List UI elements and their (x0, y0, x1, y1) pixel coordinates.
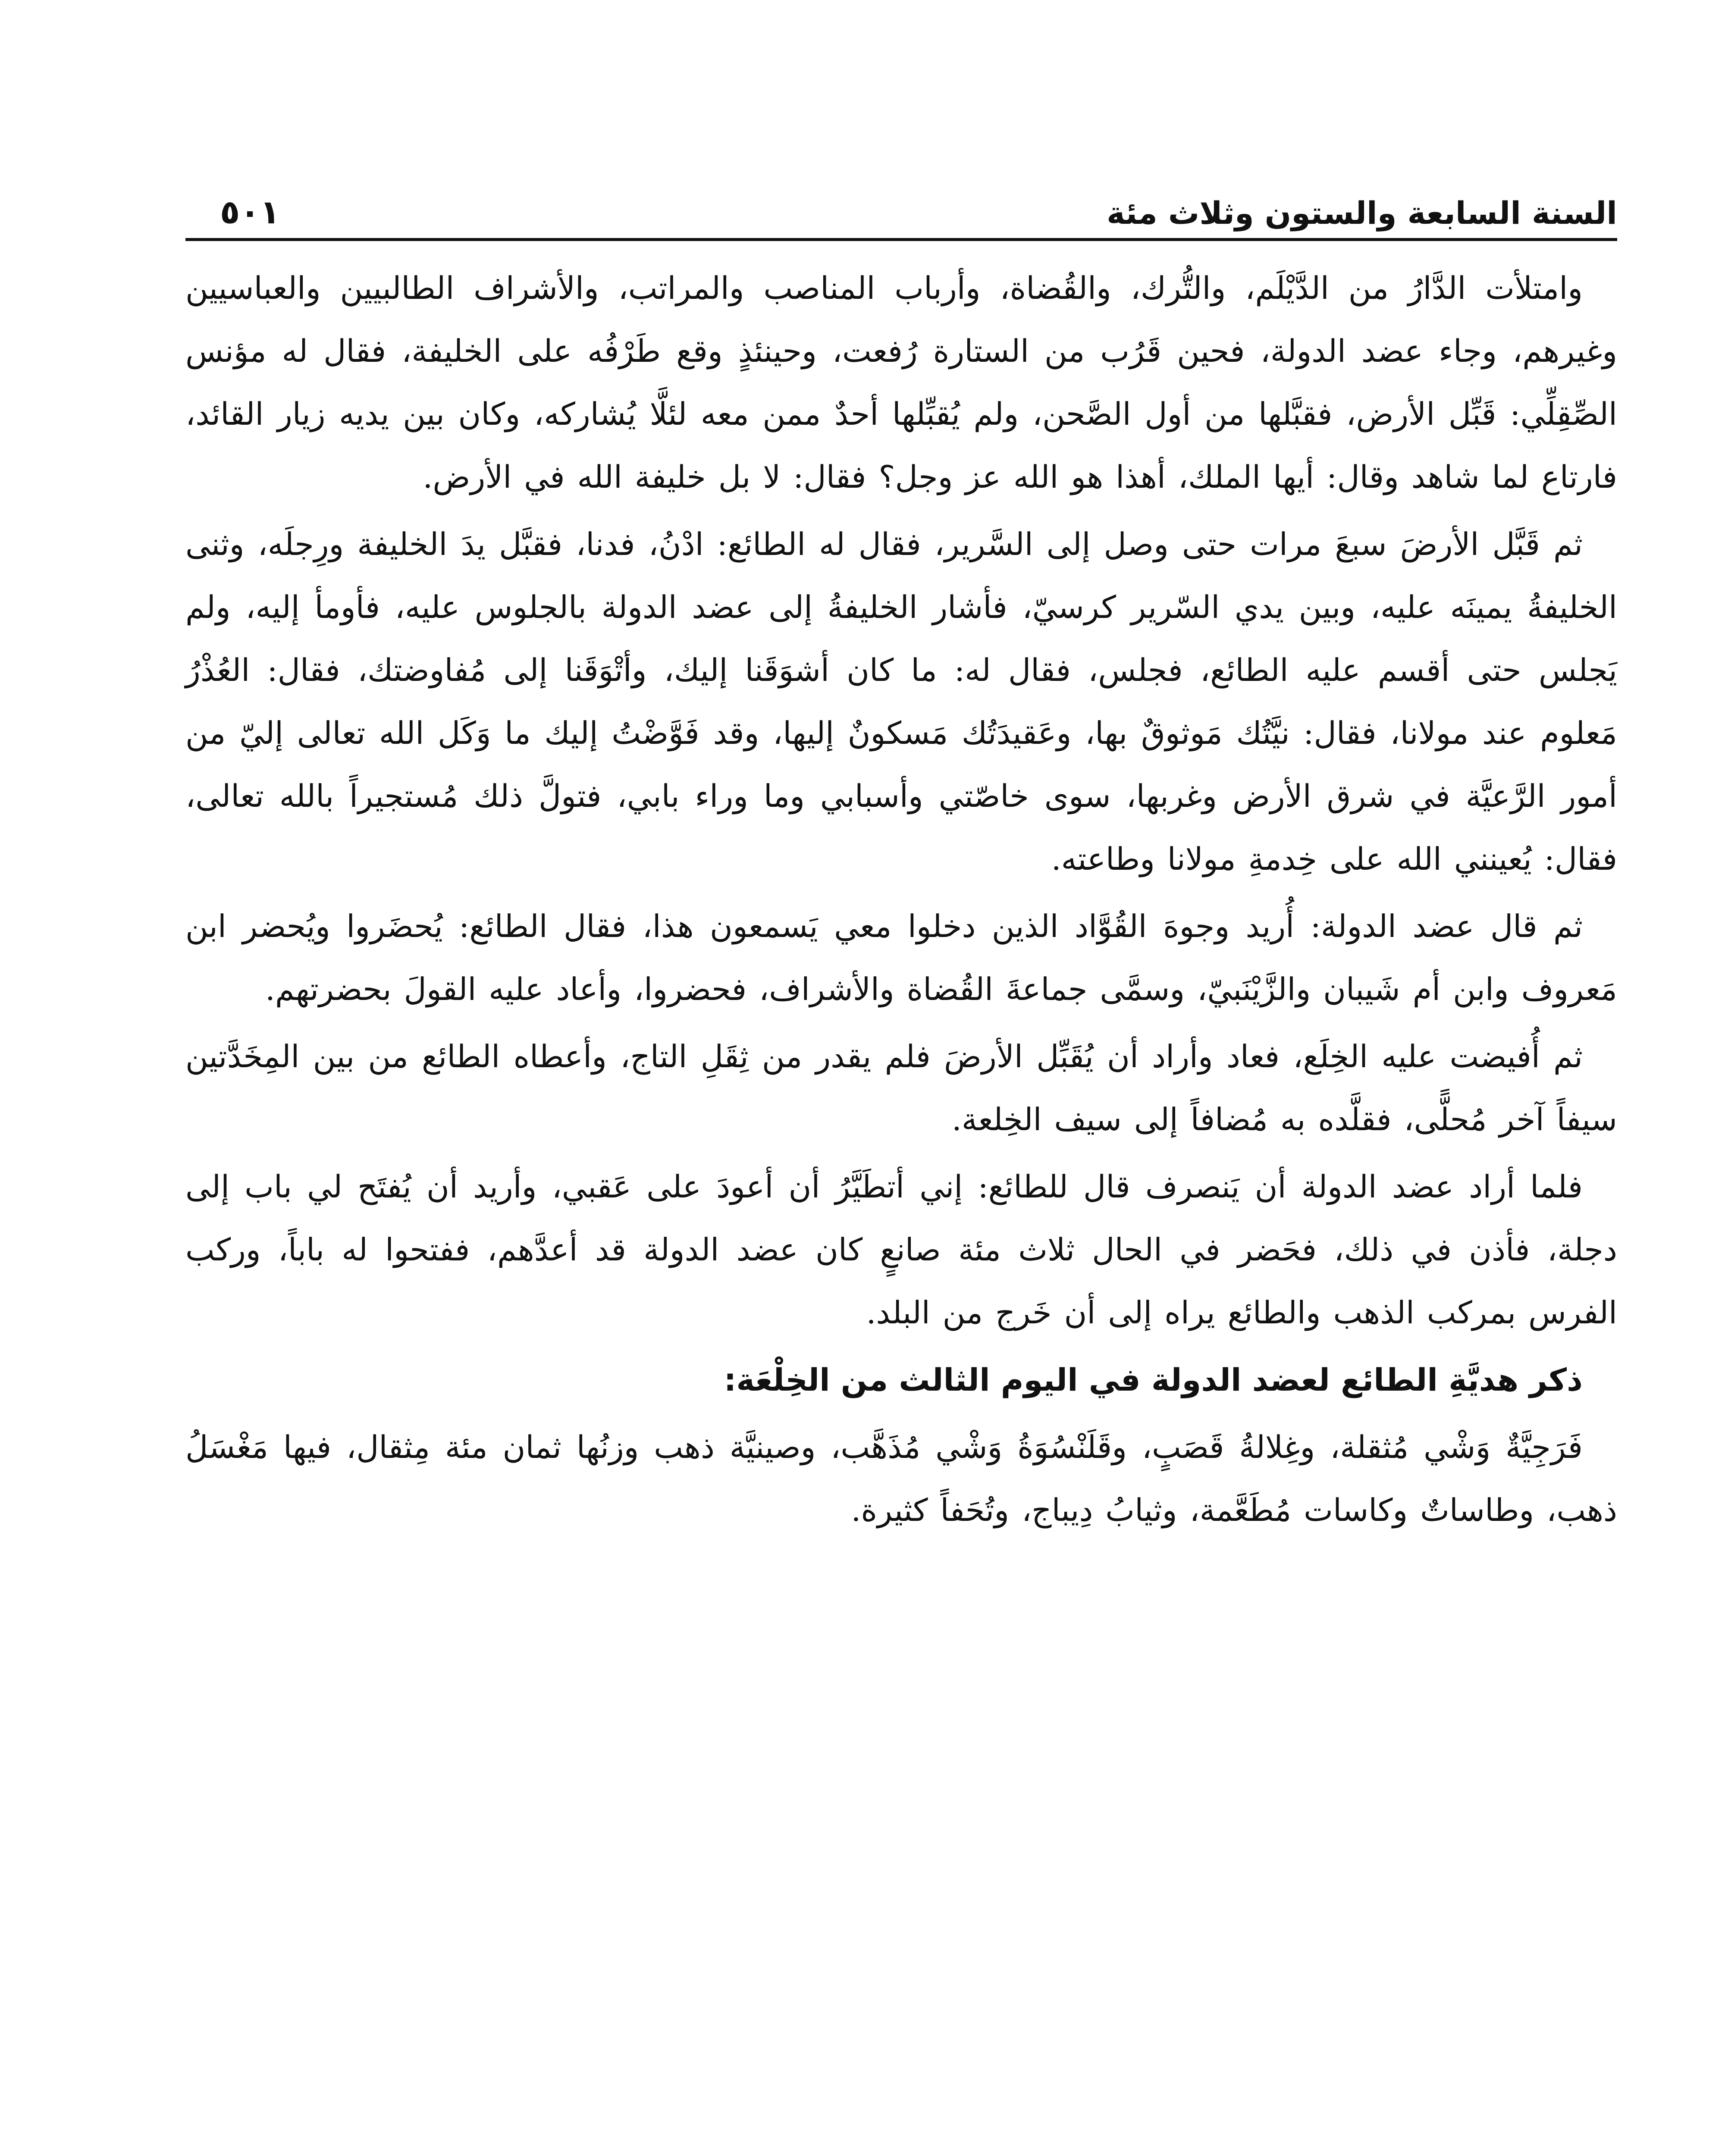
section-heading: ذكر هديَّةِ الطائع لعضد الدولة في اليوم الثالث من الخِلْعَة: (724, 1362, 1583, 1398)
running-header-title: السنة السابعة والستون وثلاث مئة (1107, 195, 1617, 231)
running-header (185, 164, 1617, 241)
paragraph-1: وامتلأت الدَّارُ من الدَّيْلَم، والتُّرك، والقُضاة، وأرباب المناصب والمراتب، والأشراف الطالبيين والعباسيين وغيرهم، وجاء عضد الدولة، فحين قَرُب من الستارة رُفعت، وحينئذٍ وقع طَرْفُه على الخليفة، فقال له مؤنس الصِّقِلِّي: قَبِّل الأرض، فقبَّلها من أول الصَّحن، ولم يُقبِّلها أحدٌ ممن معه لئلَّا يُشاركه، وكان بين يديه زيار القائد، فارتاع لما شاهد وقال: أيها الملك، أهذا هو الله عز وجل؟ فقال: لا بل خليفة الله في الأرض. (185, 270, 1617, 495)
paragraph-5: فلما أراد عضد الدولة أن يَنصرف قال للطائع: إني أتطَيَّرُ أن أعودَ على عَقبي، وأريد أن يُفتَح لي باب إلى دجلة، فأذن في ذلك، فحَضر في الحال ثلاث مئة صانعٍ كان عضد الدولة قد أعدَّهم، ففتحوا له باباً، وركب الفرس بمركب الذهب والطائع يراه إلى أن خَرج من البلد. (185, 1169, 1617, 1331)
page-number: ٥٠١ (220, 193, 280, 231)
paragraph-2: ثم قَبَّل الأرضَ سبعَ مرات حتى وصل إلى السَّرير، فقال له الطائع: ادْنُ، فدنا، فقبَّل يدَ الخليفة ورِجلَه، وثنى الخليفةُ يمينَه عليه، وبين يدي السّرير كرسيّ، فأشار الخليفةُ إلى عضد الدولة بالجلوس عليه، فأومأ إليه، ولم يَجلس حتى أقسم عليه الطائع، فجلس، فقال له: ما كان أشوَقَنا إليك، وأتْوَقَنا إلى مُفاوضتك، فقال: العُذْرُ مَعلوم عند مولانا، فقال: نيَّتُك مَوثوقٌ بها، وعَقيدَتُك مَسكونٌ إليها، وقد فَوَّضْتُ إليك ما وَكَل الله تعالى إليّ من أمور الرَّعيَّة في شرق الأرض وغربها، سوى خاصّتي وأسبابي وما وراء بابي، فتولَّ ذلك مُستجيراً بالله تعالى، فقال: يُعينني الله على خِدمةِ مولانا وطاعته. (185, 526, 1617, 877)
body-text (185, 257, 1617, 1546)
book-page (185, 164, 1617, 2156)
paragraph-6: فَرَجِيَّةٌ وَشْي مُثقلة، وغِلالةُ قَصَبٍ، وقَلَنْسُوَةُ وَشْي مُذَهَّب، وصينيَّة ذهب وزنُها ثمان مئة مِثقال، فيها مَغْسَلُ ذهب، وطاساتٌ وكاسات مُطَعَّمة، وثيابُ دِيباج، وتُحَفاً كثيرة. (185, 1429, 1617, 1528)
paragraph-4: ثم أُفيضت عليه الخِلَع، فعاد وأراد أن يُقَبِّل الأرضَ فلم يقدر من ثِقَلِ التاج، وأعطاه الطائع من بين المِخَدَّتين سيفاً آخر مُحلًّى، فقلَّده به مُضافاً إلى سيف الخِلعة. (185, 1038, 1617, 1138)
paragraph-3: ثم قال عضد الدولة: أُريد وجوهَ القُوَّاد الذين دخلوا معي يَسمعون هذا، فقال الطائع: يُحضَروا ويُحضر ابن مَعروف وابن أم شَيبان والزَّيْنَبيّ، وسمَّى جماعةَ القُضاة والأشراف، فحضروا، وأعاد عليه القولَ بحضرتهم. (185, 908, 1617, 1007)
